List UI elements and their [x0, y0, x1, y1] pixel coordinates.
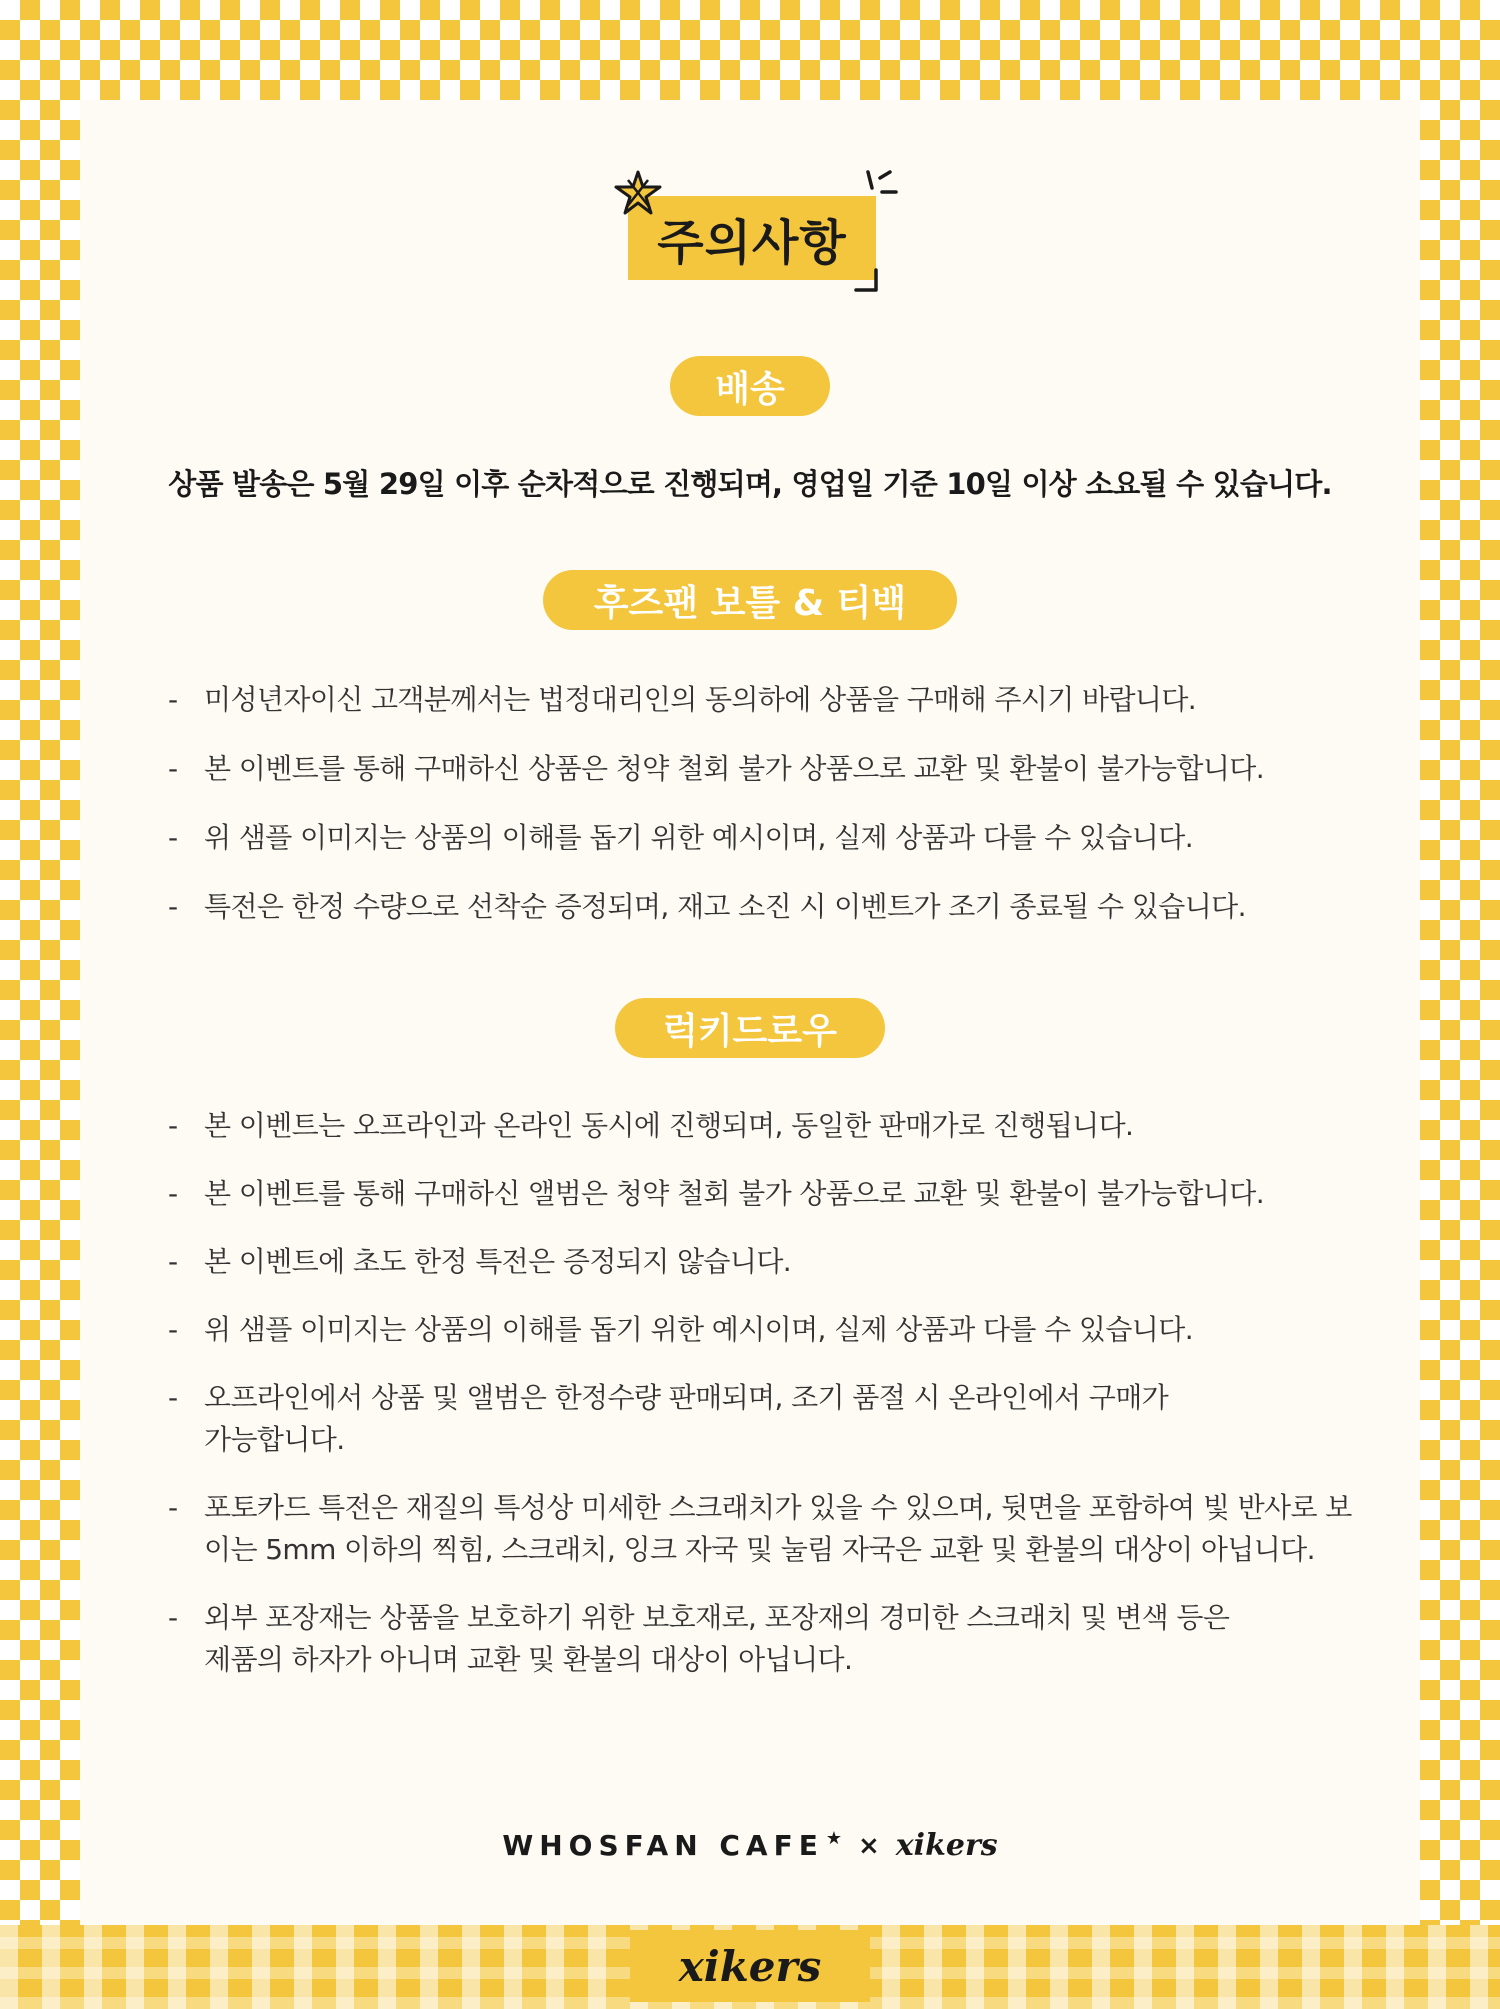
list-item	[168, 1105, 1368, 1147]
list-item	[168, 817, 1368, 859]
list-item-text: 미성년자이신 고객분께서는 법정대리인의 동의하에 상품을 구매해 주시기 바랍니다.	[204, 683, 1197, 716]
list-item-text: 본 이벤트를 통해 구매하신 앨범은 청약 철회 불가 상품으로 교환 및 환불이 불가능합니다.	[204, 1177, 1265, 1210]
lucky-draw-notice-list	[168, 1105, 1368, 1707]
list-item	[168, 886, 1368, 928]
corner-bracket-icon	[852, 266, 882, 296]
list-item-text: 포토카드 특전은 재질의 특성상 미세한 스크래치가 있을 수 있으며, 뒷면을 포함하여 빛 반사로 보이는 5mm 이하의 찍힘, 스크래치, 잉크 자국 및 눌림 자국은 교환 및 환불의 대상이 아닙니다.	[204, 1491, 1352, 1566]
bullet-dash: -	[168, 890, 178, 923]
list-item-text: 본 이벤트는 오프라인과 온라인 동시에 진행되며, 동일한 판매가로 진행됩니다.	[204, 1109, 1134, 1142]
star-icon	[610, 166, 666, 222]
section-label-shipping	[670, 356, 830, 416]
bullet-dash: -	[168, 1177, 178, 1210]
title-block	[620, 168, 900, 298]
collab-x: ×	[858, 1830, 880, 1861]
whosfan-cafe-logo: WHOSFAN CAFE	[502, 1829, 824, 1862]
list-item	[168, 1173, 1368, 1215]
list-item-text: 본 이벤트를 통해 구매하신 상품은 청약 철회 불가 상품으로 교환 및 환불이 불가능합니다.	[204, 752, 1265, 785]
bullet-dash: -	[168, 1313, 178, 1346]
list-item	[168, 1241, 1368, 1283]
bullet-dash: -	[168, 821, 178, 854]
list-item-text: 특전은 한정 수량으로 선착순 증정되며, 재고 소진 시 이벤트가 조기 종료될 수 있습니다.	[204, 890, 1246, 923]
list-item-text: 위 샘플 이미지는 상품의 이해를 돕기 위한 예시이며, 실제 상품과 다를 수 있습니다.	[204, 1313, 1193, 1346]
spark-icon	[860, 168, 900, 208]
section-label-lucky-draw	[615, 998, 885, 1058]
star-mark-icon: ★	[825, 1828, 842, 1849]
bullet-dash: -	[168, 683, 178, 716]
bullet-dash: -	[168, 1109, 178, 1142]
list-item	[168, 1597, 1368, 1681]
bullet-dash: -	[168, 1491, 178, 1524]
footer-brand	[0, 1828, 1500, 1863]
list-item	[168, 1309, 1368, 1351]
page-title: 주의사항	[657, 214, 847, 271]
section-label-bottle	[543, 570, 957, 630]
bottom-xikers-logo: xikers	[678, 1941, 822, 1991]
list-item	[168, 1487, 1368, 1571]
list-item	[168, 1377, 1368, 1461]
bottom-logo-plate	[630, 1930, 870, 2002]
bullet-dash: -	[168, 1381, 178, 1414]
section-label-bottle-text: 후즈팬 보틀 & 티백	[593, 582, 907, 624]
bullet-dash: -	[168, 1601, 178, 1634]
bullet-dash: -	[168, 1245, 178, 1278]
section-label-lucky-draw-text: 럭키드로우	[663, 1010, 837, 1052]
bottle-notice-list	[168, 679, 1368, 955]
bullet-dash: -	[168, 752, 178, 785]
xikers-logo: xikers	[895, 1828, 998, 1863]
list-item-text: 오프라인에서 상품 및 앨범은 한정수량 판매되며, 조기 품절 시 온라인에서 구매가 가능합니다.	[204, 1381, 1169, 1456]
section-label-shipping-text: 배송	[715, 368, 785, 410]
list-item-text: 외부 포장재는 상품을 보호하기 위한 보호재로, 포장재의 경미한 스크래치 및 변색 등은 제품의 하자가 아니며 교환 및 환불의 대상이 아닙니다.	[204, 1601, 1230, 1676]
list-item-text: 본 이벤트에 초도 한정 특전은 증정되지 않습니다.	[204, 1245, 792, 1278]
list-item	[168, 748, 1368, 790]
list-item	[168, 679, 1368, 721]
list-item-text: 위 샘플 이미지는 상품의 이해를 돕기 위한 예시이며, 실제 상품과 다를 수 있습니다.	[204, 821, 1193, 854]
shipping-notice: 상품 발송은 5월 29일 이후 순차적으로 진행되며, 영업일 기준 10일 이상 소요될 수 있습니다.	[168, 467, 1332, 501]
